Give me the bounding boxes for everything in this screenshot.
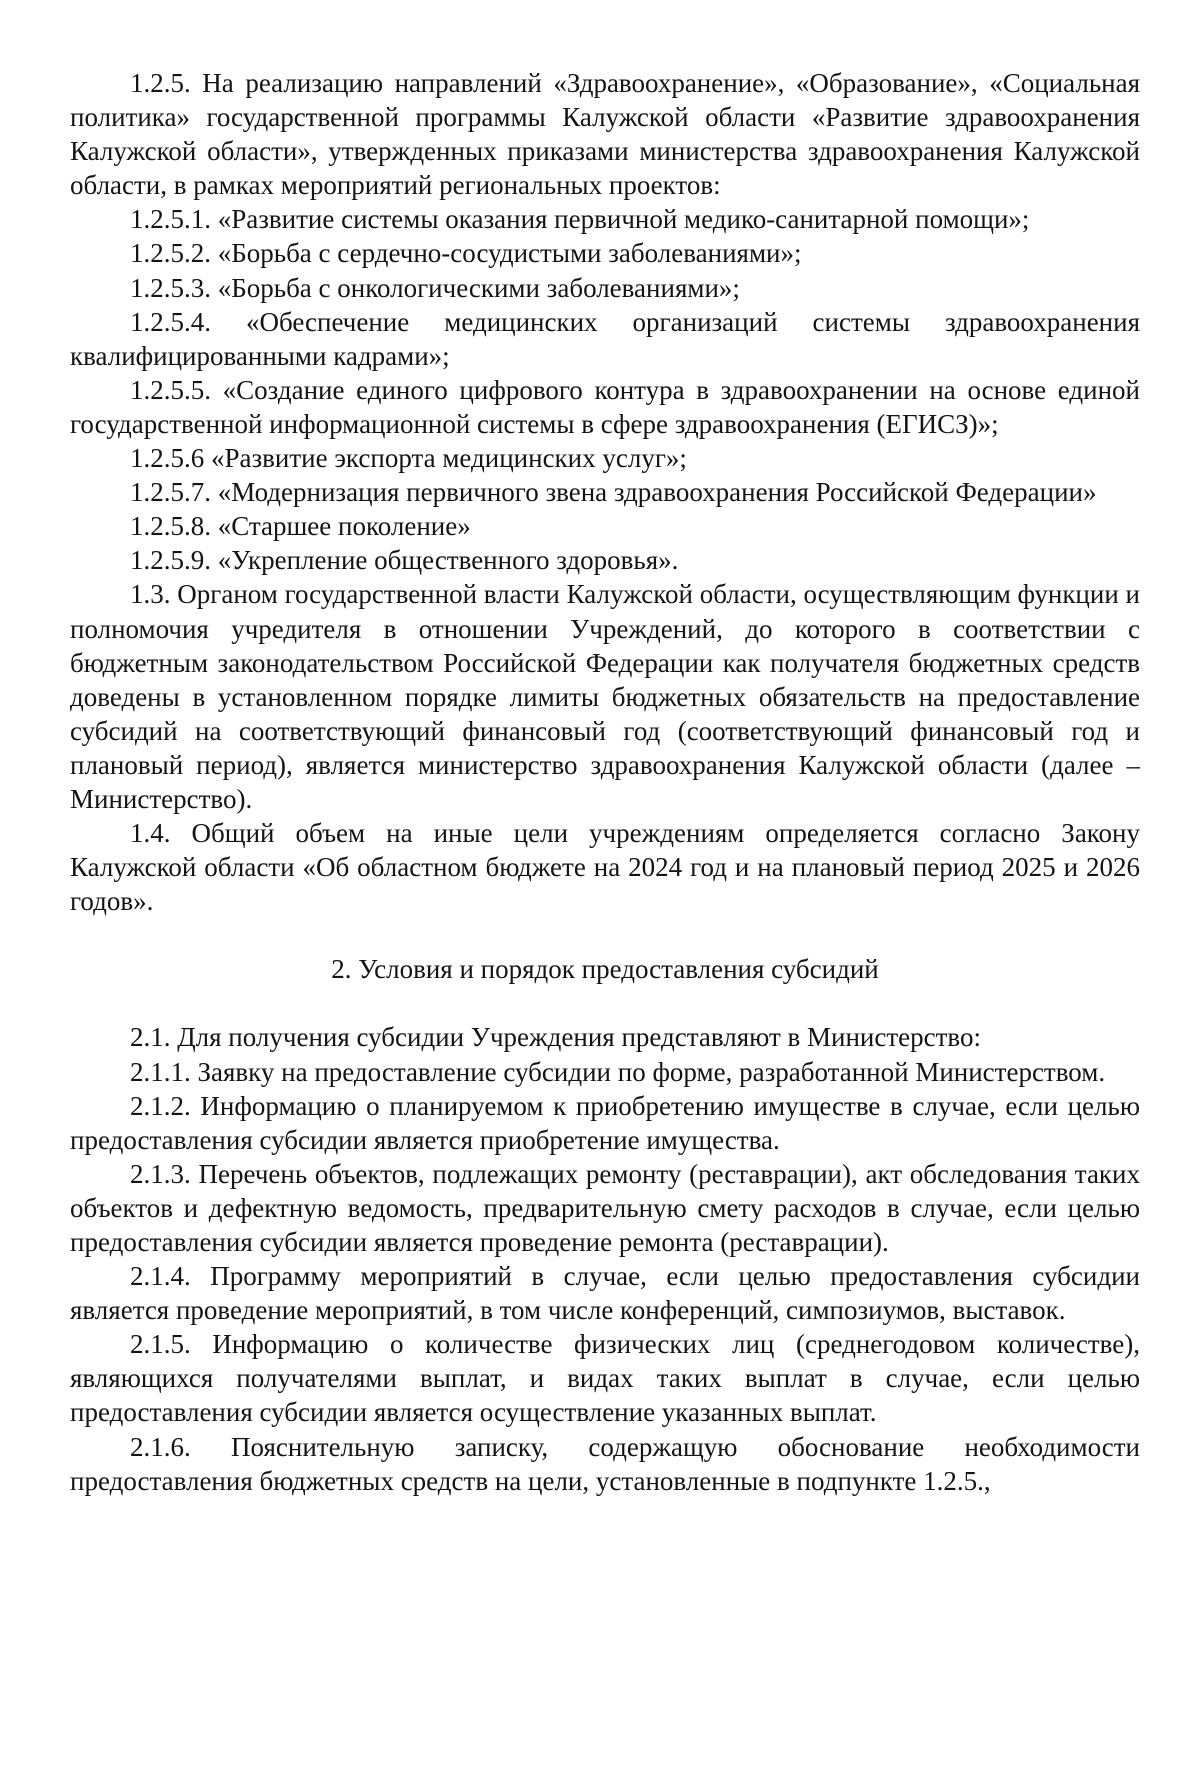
paragraph-1-2-5-6: 1.2.5.6 «Развитие экспорта медицинских услуг»; (130, 443, 687, 474)
paragraph-1-2-5-8: 1.2.5.8. «Старшее поколение» (130, 511, 471, 542)
paragraph-1-3: 1.3. Органом государственной власти Калужской области, осуществляющим функции и полномочия учредителя в отношении Учреждений, до которого в соответствии с бюджетным законодательством Российской Федерации как получателя бюджетных средств доведены в установленном порядке лимиты бюджетных обязательств на предоставление субсидий на соответствующий финансовый год (соответствующий финансовый год и плановый период), является министерство здравоохранения Калужской области (далее – Министерство). (70, 579, 1140, 814)
paragraph-2-1-4: 2.1.4. Программу мероприятий в случае, если целью предоставления субсидии является проведение мероприятий, в том числе конференций, симпозиумов, выставок. (70, 1261, 1140, 1326)
document-page (70, 66, 1140, 1498)
paragraph-1-2-5-2: 1.2.5.2. «Борьба с сердечно-сосудистыми заболеваниями»; (130, 238, 802, 269)
paragraph-1-4: 1.4. Общий объем на иные цели учреждениям определяется согласно Закону Калужской области «Об областном бюджете на 2024 год и на плановый период 2025 и 2026 годов». (70, 818, 1140, 917)
paragraph-1-2-5-4: 1.2.5.4. «Обеспечение медицинских организаций системы здравоохранения квалифицированными кадрами»; (70, 306, 1140, 371)
paragraph-2-1-3: 2.1.3. Перечень объектов, подлежащих ремонту (реставрации), акт обследования таких объектов и дефектную ведомость, предварительную смету расходов в случае, если целью предоставления субсидии является проведение ремонта (реставрации). (70, 1158, 1140, 1257)
section-heading: 2. Условия и порядок предоставления субсидий (331, 954, 879, 985)
paragraph-1-2-5: 1.2.5. На реализацию направлений «Здравоохранение», «Образование», «Социальная политика» государственной программы Калужской области «Развитие здравоохранения Калужской области», утвержденных приказами министерства здравоохранения Калужской области, в рамках мероприятий региональных проектов: (70, 68, 1140, 201)
paragraph-2-1-6: 2.1.6. Пояснительную записку, содержащую обоснование необходимости предоставления бюджетных средств на цели, установленные в подпункте 1.2.5., (70, 1431, 1140, 1496)
paragraph-1-2-5-9: 1.2.5.9. «Укрепление общественного здоровья». (130, 545, 679, 576)
paragraph-2-1-2: 2.1.2. Информацию о планируемом к приобретению имуществе в случае, если целью предоставления субсидии является приобретение имущества. (70, 1090, 1140, 1155)
paragraph-2-1-5: 2.1.5. Информацию о количестве физических лиц (среднегодовом количестве), являющихся получателями выплат, и видах таких выплат в случае, если целью предоставления субсидии является осуществление указанных выплат. (70, 1329, 1140, 1428)
paragraph-2-1: 2.1. Для получения субсидии Учреждения представляют в Министерство: (130, 1022, 981, 1053)
paragraph-1-2-5-3: 1.2.5.3. «Борьба с онкологическими заболеваниями»; (130, 272, 740, 303)
paragraph-1-2-5-1: 1.2.5.1. «Развитие системы оказания первичной медико-санитарной помощи»; (130, 204, 1030, 235)
paragraph-1-2-5-5: 1.2.5.5. «Создание единого цифрового контура в здравоохранении на основе единой государственной информационной системы в сфере здравоохранения (ЕГИСЗ)»; (70, 374, 1140, 439)
paragraph-1-2-5-7: 1.2.5.7. «Модернизация первичного звена здравоохранения Российской Федерации» (130, 477, 1097, 508)
paragraph-2-1-1: 2.1.1. Заявку на предоставление субсидии по форме, разработанной Министерством. (130, 1056, 1106, 1087)
